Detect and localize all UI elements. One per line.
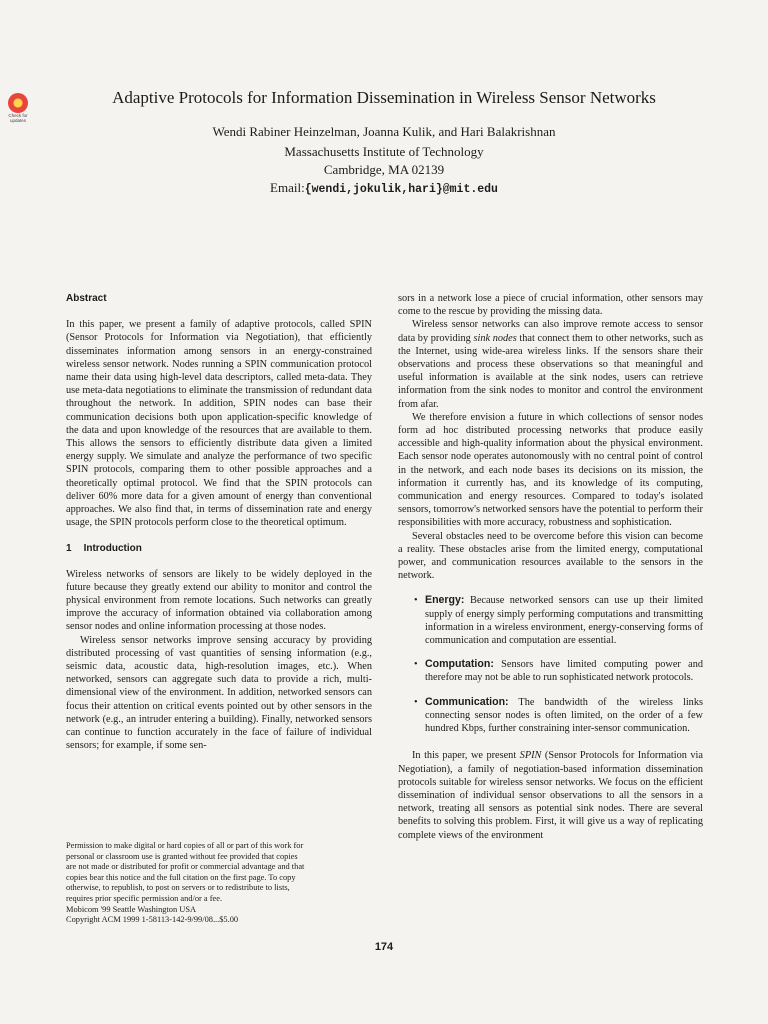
section-title: Introduction (83, 543, 142, 555)
body-paragraph-obstacles: Several obstacles need to be overcome before this vision can become a reality. These obstacles arise from the limited energy, computational power, and communication resources available to the sensors in the network. (398, 530, 703, 582)
email-label: Email: (270, 180, 305, 195)
bullet-icon: • (414, 659, 418, 671)
body-paragraph-sink-nodes (398, 318, 703, 410)
intro-paragraph-1: Wireless networks of sensors are likely to be widely deployed in the future because they greatly extend our ability to monitor and control the physical environment from remote locations. Such networks can greatly improve the accuracy of information obtained via collaboration among sensor nodes and online information processing at those nodes. (66, 568, 372, 633)
list-item-energy (414, 594, 703, 647)
abstract-heading: Abstract (66, 293, 107, 304)
left-column (66, 292, 372, 753)
term-spin: SPIN (519, 750, 542, 762)
permission-line: otherwise, to republish, to post on servers or to redistribute to lists, (66, 883, 290, 893)
list-term: Communication: (425, 695, 509, 708)
list-item-communication (414, 696, 703, 736)
term-sink-nodes: sink nodes (473, 332, 517, 344)
bullet-icon: • (414, 595, 418, 607)
permission-line: copies bear this notice and the full citation on the first page. To copy (66, 872, 296, 882)
body-paragraph-vision: We therefore envision a future in which collections of sensor nodes form ad hoc distributed processing networks that produce easily accessible and high-quality information about the physical environment. Each sensor node operates autonomously with no central point of control in the network, and each node bases its decisions on its mission, the information it currently has, and its knowledge of its computing, communication and energy resources. Compared to today's isolated sensors, tomorrow's networked sensors have the potential to perform their responsibilities with more accuracy, robustness and sophistication. (398, 411, 703, 529)
copyright-line: Copyright ACM 1999 1-58113-142-9/99/08...$5.00 (66, 915, 239, 925)
text-run: Wireless sensor networks can also improve remote access to sensor data by providing (398, 319, 703, 344)
text-run: that connect them to other networks, such as the Internet, using wide-area wireless links. If the sensors share their observations and process these observations so that meaningful and useful information is available at the sink nodes, users can retrieve information from the sink nodes to monitor and control the environment from afar. (398, 332, 703, 410)
body-paragraph-spin (398, 749, 703, 841)
contact-email (0, 180, 768, 196)
list-text: The bandwidth of the wireless links connecting sensor nodes is often limited, on the order of a few hundred Kbps, further constraining inter-sensor communication. (425, 696, 703, 735)
text-run: (Sensor Protocols for Information via Negotiation), a family of negotiation-based information dissemination protocols suitable for wireless sensor networks. We focus on the efficient dissemination of individual sensor observations to all the sensors in a network, treating all sensors as potential sink nodes. There are several benefits to solving this problem. First, it will give us a way of replicating complete views of the environment (398, 750, 703, 841)
author-list: Wendi Rabiner Heinzelman, Joanna Kulik, and Hari Balakrishnan (212, 124, 556, 139)
email-address[interactable]: {wendi,jokulik,hari}@mit.edu (304, 183, 498, 196)
text-run: In this paper, we present (412, 750, 520, 762)
check-for-updates-label: Check for updates (8, 113, 28, 123)
list-term: Computation: (425, 658, 494, 671)
obstacle-list (398, 594, 703, 735)
right-column (398, 292, 703, 842)
list-text: Because networked sensors can use up their limited supply of energy simply performing computations and transmitting information in a wireless environment, energy-conserving forms of communication and computation are essential. (425, 595, 703, 647)
permission-line: requires prior specific permission and/or a fee. (66, 893, 223, 903)
list-text: Sensors have limited computing power and therefore may not be able to run sophisticated network protocols. (425, 659, 703, 684)
list-term: Energy: (425, 594, 465, 607)
list-item-computation (414, 658, 703, 684)
body-paragraph-continued: sors in a network lose a piece of crucial information, other sensors may come to the rescue by providing the missing data. (398, 293, 703, 318)
intro-paragraph-2: Wireless sensor networks improve sensing accuracy by providing distributed processing of vast quantities of sensing information (e.g., seismic data, acoustic data, high-resolution images, etc.). When networked, sensors can aggregate such data to provide a rich, multi-dimensional view of the environment. In addition, networked sensors can focus their attention on critical events pointed out by other sensors in the network (e.g., an intruder entering a building). Finally, networked sensors can continue to function accurately in the face of failure of individual sensors; for example, if some sen- (66, 634, 372, 752)
permission-line: Permission to make digital or hard copies of all or part of this work for (66, 841, 304, 850)
section-heading-introduction (66, 542, 372, 555)
conference-line: Mobicom '99 Seattle Washington USA (66, 904, 197, 914)
section-number: 1 (66, 543, 72, 555)
affiliation: Massachusetts Institute of Technology (284, 144, 484, 159)
bullet-icon: • (414, 696, 418, 708)
permission-line: personal or classroom use is granted without fee provided that copies (66, 851, 298, 861)
permission-notice (66, 841, 366, 926)
permission-line: are not made or distributed for profit or commercial advantage and that (66, 862, 305, 872)
page-number: 174 (374, 941, 394, 953)
paper-title: Adaptive Protocols for Information Dissemination in Wireless Sensor Networks (112, 88, 656, 107)
affiliation-address: Cambridge, MA 02139 (323, 162, 445, 177)
abstract-text: In this paper, we present a family of adaptive protocols, called SPIN (Sensor Protocols for Information via Negotiation), that efficiently disseminates information among sensors in an energy-constrained wireless sensor network. Nodes running a SPIN communication protocol name their data using high-level data descriptors, called meta-data. They use meta-data negotiations to eliminate the transmission of redundant data throughout the network. In addition, SPIN nodes can base their communication decisions both upon application-specific knowledge of the data and upon knowledge of the resources that are available to them. This allows the sensors to efficiently distribute data given a limited energy supply. We simulate and analyze the performance of two specific SPIN protocols, comparing them to other possible approaches and a theoretically optimal protocol. We find that the SPIN protocols can deliver 60% more data for a given amount of energy than conventional approaches. We also find that, in terms of dissemination rate and energy usage, the SPIN protocols perform close to the theoretical optimum. (66, 319, 372, 529)
